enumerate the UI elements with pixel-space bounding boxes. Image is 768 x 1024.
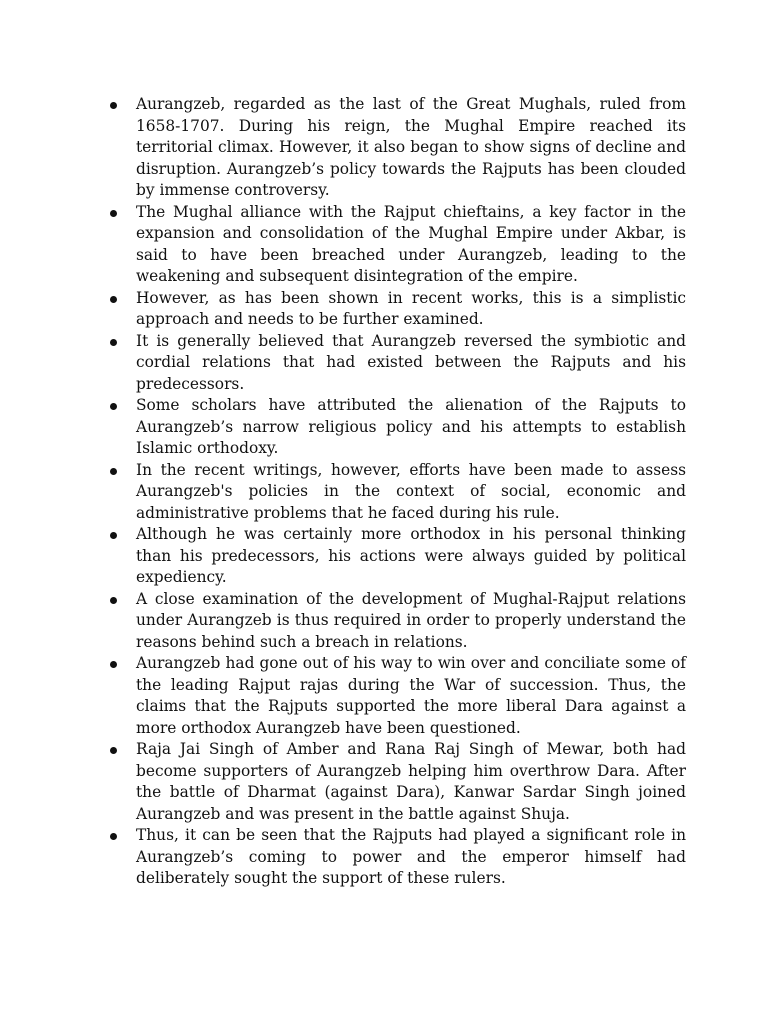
- bullet-dot-icon: [110, 661, 117, 668]
- bullet-text: Some scholars have attributed the alienation of the Rajputs to Aurangzeb’s narrow religious policy and his attempts to establish Islamic orthodoxy.: [136, 396, 686, 457]
- bullet-dot-icon: [110, 102, 117, 109]
- bullet-text: Thus, it can be seen that the Rajputs had played a significant role in Aurangzeb’s coming to power and the emperor himself had deliberately sought the support of these rulers.: [136, 826, 686, 887]
- bullet-text: The Mughal alliance with the Rajput chieftains, a key factor in the expansion and consolidation of the Mughal Empire under Akbar, is said to have been breached under Aurangzeb, leading to the weakening and subsequent disintegration of the empire.: [136, 202, 686, 285]
- bullet-text: A close examination of the development of Mughal-Rajput relations under Aurangzeb is thus required in order to properly understand the reasons behind such a breach in relations.: [136, 589, 686, 651]
- bullet-list: [108, 94, 686, 890]
- bullet-dot-icon: [110, 210, 117, 217]
- bullet-dot-icon: [110, 747, 117, 754]
- bullet-text: Although he was certainly more orthodox in his personal thinking than his predecessors, his actions were always guided by political expediency.: [136, 525, 686, 586]
- bullet-text: In the recent writings, however, efforts have been made to assess Aurangzeb's policies in the context of social, economic and administrative problems that he faced during his rule.: [136, 460, 686, 522]
- bullet-item: [108, 460, 686, 525]
- bullet-item: [108, 202, 686, 288]
- bullet-item: [108, 395, 686, 460]
- bullet-text: However, as has been shown in recent works, this is a simplistic approach and needs to be further examined.: [136, 288, 686, 328]
- bullet-item: [108, 94, 686, 202]
- bullet-item: [108, 524, 686, 589]
- bullet-item: [108, 653, 686, 739]
- bullet-dot-icon: [110, 296, 117, 303]
- bullet-text: Aurangzeb had gone out of his way to win over and conciliate some of the leading Rajput rajas during the War of succession. Thus, the claims that the Rajputs supported the more liberal Dara against a more orthodox Aurangzeb have been questioned.: [136, 654, 686, 737]
- bullet-dot-icon: [110, 532, 117, 539]
- bullet-item: [108, 331, 686, 396]
- bullet-text: Aurangzeb, regarded as the last of the Great Mughals, ruled from 1658-1707. During his reign, the Mughal Empire reached its territorial climax. However, it also began to show signs of decline and disruption. Aurangzeb’s policy towards the Rajputs has been clouded by immense controversy.: [136, 95, 686, 199]
- bullet-dot-icon: [110, 468, 117, 475]
- bullet-item: [108, 739, 686, 825]
- bullet-item: [108, 288, 686, 331]
- bullet-item: [108, 825, 686, 890]
- bullet-item: [108, 589, 686, 654]
- bullet-dot-icon: [110, 339, 117, 346]
- bullet-dot-icon: [110, 833, 117, 840]
- bullet-dot-icon: [110, 597, 117, 604]
- bullet-dot-icon: [110, 403, 117, 410]
- bullet-text: Raja Jai Singh of Amber and Rana Raj Singh of Mewar, both had become supporters of Aurangzeb helping him overthrow Dara. After the battle of Dharmat (against Dara), Kanwar Sardar Singh joined Aurangzeb and was present in the battle against Shuja.: [136, 740, 686, 823]
- bullet-text: It is generally believed that Aurangzeb reversed the symbiotic and cordial relations that had existed between the Rajputs and his predecessors.: [136, 331, 686, 393]
